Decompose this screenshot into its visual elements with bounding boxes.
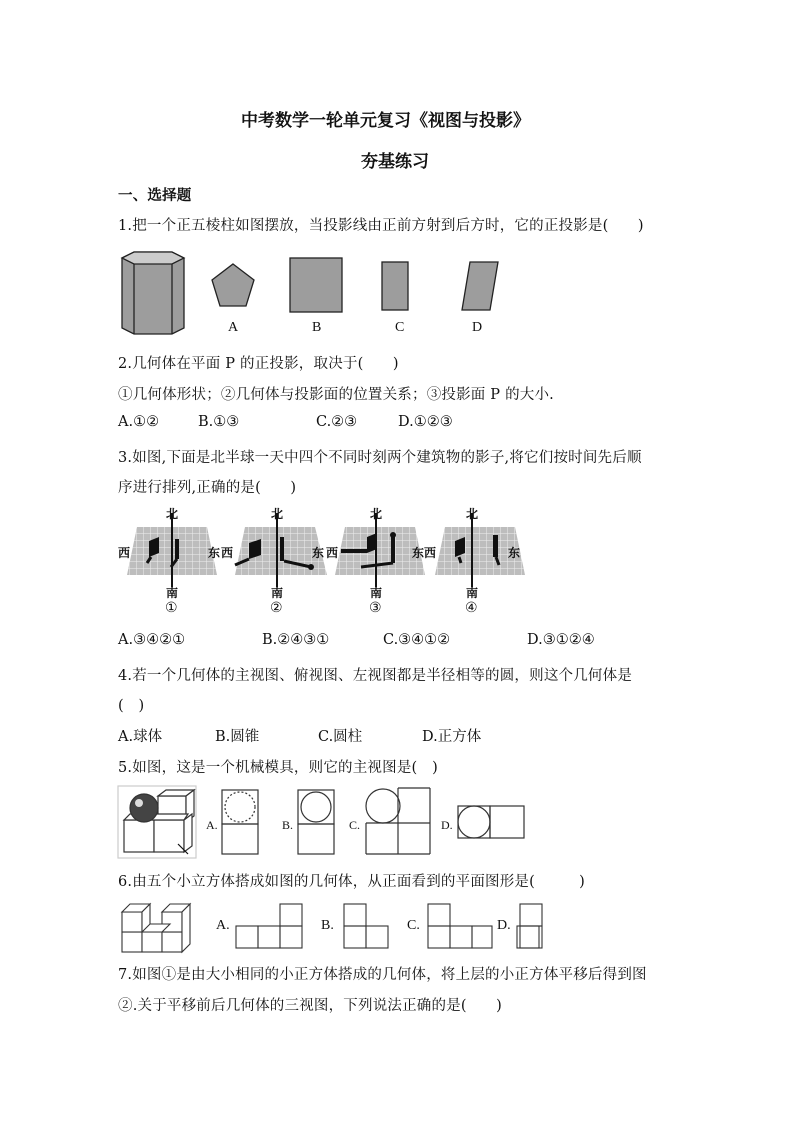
q2-option-a: A.①② bbox=[118, 414, 160, 430]
question-1-text: 1.把一个正五棱柱如图摆放，当投影线由正前方射到后方时，它的正投影是( ) bbox=[118, 218, 644, 234]
question-3-line-1: 3.如图,下面是北半球一天中四个不同时刻两个建筑物的影子,将它们按时间先后顺 bbox=[118, 450, 642, 466]
compass-west-1: 西 bbox=[118, 546, 131, 560]
compass-west-4: 西 bbox=[424, 546, 437, 560]
q6-option-b-view bbox=[344, 904, 388, 948]
q3-option-d: D.③①②④ bbox=[527, 632, 595, 648]
q6-label-d: D. bbox=[497, 918, 511, 933]
panel-label-4: ④ bbox=[465, 601, 478, 616]
pentagonal-prism-icon bbox=[122, 252, 184, 334]
section-heading: 一、选择题 bbox=[118, 187, 192, 204]
compass-east-1: 东 bbox=[208, 546, 221, 560]
q5-label-c: C. bbox=[349, 818, 361, 832]
q5-label-d: D. bbox=[441, 818, 453, 832]
question-7-line-2: ②.关于平移前后几何体的三视图，下列说法正确的是( ) bbox=[118, 998, 503, 1014]
q6-option-d-extra bbox=[515, 898, 555, 958]
q3-option-b: B.②④③① bbox=[262, 632, 330, 648]
q2-option-b: B.①③ bbox=[198, 414, 240, 430]
q2-option-c: C.②③ bbox=[316, 414, 358, 430]
option-a-pentagon bbox=[212, 264, 254, 306]
question-7-line-1: 7.如图①是由大小相同的小正方体搭成的几何体，将上层的小正方体平移后得到图 bbox=[118, 967, 647, 983]
question-6-text: 6.由五个小立方体搭成如图的几何体，从正面看到的平面图形是( ) bbox=[118, 874, 585, 890]
compass-west-2: 西 bbox=[221, 546, 234, 560]
compass-south-2: 南 bbox=[271, 586, 284, 600]
q5-option-a-view bbox=[222, 790, 258, 854]
q2-option-d: D.①②③ bbox=[398, 414, 453, 430]
cube-stack-icon bbox=[122, 904, 190, 952]
compass-north-3: 北 bbox=[370, 507, 383, 521]
page-title: 中考数学一轮单元复习《视图与投影》 bbox=[241, 111, 530, 131]
compass-north-2: 北 bbox=[271, 507, 284, 521]
option-b-square bbox=[290, 258, 342, 312]
q6-label-a: A. bbox=[216, 918, 230, 933]
q5-label-a: A. bbox=[206, 818, 218, 832]
q4-option-a: A.球体 bbox=[118, 729, 163, 745]
question-4-line-2: ( ) bbox=[118, 698, 145, 714]
panel-label-1: ① bbox=[165, 601, 178, 616]
q4-option-b: B.圆锥 bbox=[215, 729, 260, 745]
page-subtitle: 夯基练习 bbox=[361, 152, 429, 172]
q5-option-d-view bbox=[458, 806, 524, 838]
question-5-text: 5.如图，这是一个机械模具，则它的主视图是( ) bbox=[118, 760, 438, 776]
q3-option-a: A.③④②① bbox=[118, 632, 186, 648]
compass-north-1: 北 bbox=[166, 507, 179, 521]
q5-option-c-view bbox=[366, 788, 430, 854]
q1-label-b: B bbox=[312, 320, 322, 335]
q3-option-c: C.③④①② bbox=[383, 632, 451, 648]
option-d-parallelogram bbox=[462, 262, 498, 310]
compass-south-4: 南 bbox=[466, 586, 479, 600]
q6-option-c-view bbox=[428, 904, 492, 948]
question-4-line-1: 4.若一个几何体的主视图、俯视图、左视图都是半径相等的圆，则这个几何体是 bbox=[118, 668, 633, 684]
compass-east-2: 东 bbox=[312, 546, 325, 560]
question-2-text: 2.几何体在平面 P 的正投影，取决于( ) bbox=[118, 356, 399, 372]
compass-south-3: 南 bbox=[370, 586, 383, 600]
panel-label-3: ③ bbox=[369, 601, 382, 616]
q6-label-c: C. bbox=[407, 918, 420, 933]
compass-east-3: 东 bbox=[412, 546, 425, 560]
compass-south-1: 南 bbox=[166, 586, 179, 600]
shadow-panel-1 bbox=[127, 513, 217, 587]
q6-label-b: B. bbox=[321, 918, 334, 933]
q1-label-d: D bbox=[472, 320, 483, 335]
q1-label-c: C bbox=[395, 320, 405, 335]
q4-option-c: C.圆柱 bbox=[318, 729, 363, 745]
q4-option-d: D.正方体 bbox=[422, 729, 482, 745]
q6-option-a-view bbox=[236, 904, 302, 948]
compass-north-4: 北 bbox=[466, 507, 479, 521]
mold-model-icon bbox=[118, 786, 196, 858]
q1-label-a: A bbox=[228, 320, 239, 335]
panel-label-2: ② bbox=[270, 601, 283, 616]
q5-option-b-view bbox=[298, 790, 334, 854]
compass-west-3: 西 bbox=[326, 546, 339, 560]
q5-label-b: B. bbox=[282, 818, 294, 832]
question-2-sub: ①几何体形状；②几何体与投影面的位置关系；③投影面 P 的大小. bbox=[118, 387, 554, 403]
compass-east-4: 东 bbox=[508, 546, 521, 560]
option-c-rectangle bbox=[382, 262, 408, 310]
q5-figure bbox=[118, 786, 538, 861]
question-3-line-2: 序进行排列,正确的是( ) bbox=[118, 480, 297, 496]
